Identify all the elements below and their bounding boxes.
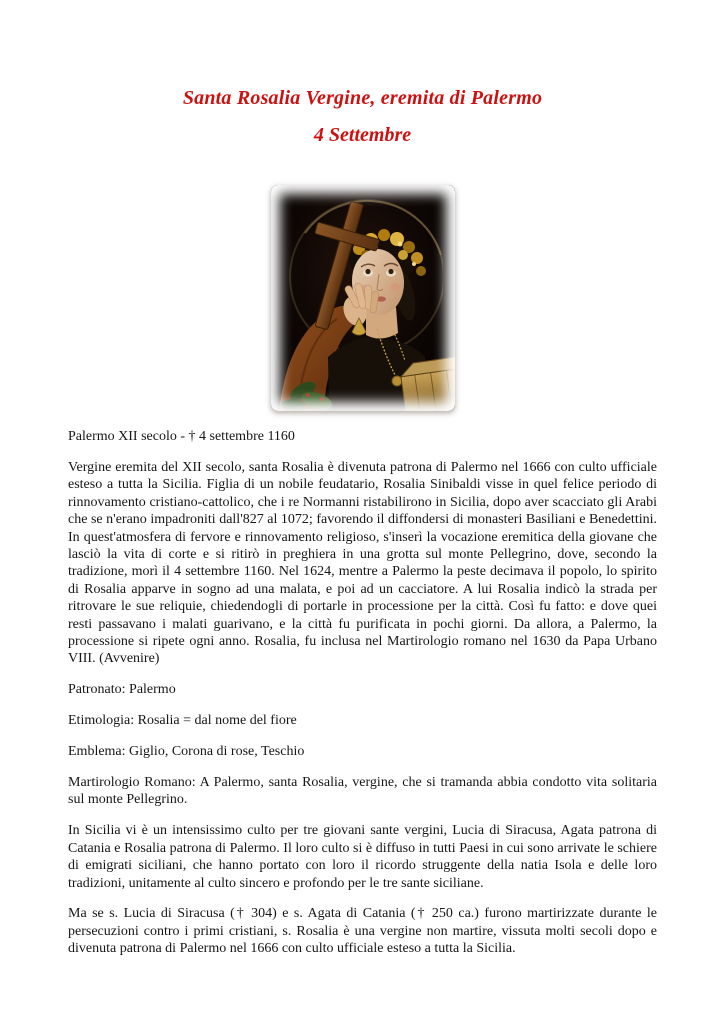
paragraph-martyrology: Martirologio Romano: A Palermo, santa Rosalia, vergine, che si tramanda abbia condotto vita solitaria sul monte Pellegrino. xyxy=(68,775,657,808)
paragraph-dates: Palermo XII secolo - † 4 settembre 1160 xyxy=(68,429,295,444)
santa-rosalia-photo xyxy=(271,185,455,411)
article-body xyxy=(68,428,657,958)
paragraph-emblem: Emblema: Giglio, Corona di rose, Teschio xyxy=(68,744,305,760)
statue-illustration xyxy=(271,185,455,411)
page-subtitle: 4 Settembre xyxy=(313,124,412,146)
paragraph-sicilian-cult: In Sicilia vi è un intensissimo culto per tre giovani sante vergini, Lucia di Siracusa, Agata patrona di Catania e Rosalia patrona di Palermo. Il loro culto si è diffuso in tutti Paesi in cui sono arrivate le schiere di emigrati siciliani, che hanno portato con loro il ricordo struggente della natia Isola e delle loro tradizioni, unitamente al culto sincero e profondo per le tre sante siciliane. xyxy=(68,823,657,891)
paragraph-etymology: Etimologia: Rosalia = dal nome del fiore xyxy=(68,713,297,729)
paragraph-patronage: Patronato: Palermo xyxy=(68,682,176,698)
page-title: Santa Rosalia Vergine, eremita di Palermo xyxy=(182,87,543,109)
paragraph-biography: Vergine eremita del XII secolo, santa Rosalia è divenuta patrona di Palermo nel 1666 con culto ufficiale esteso a tutta la Sicilia. Figlia di un nobile feudatario, Rosalia Sinibaldi visse in quel felice periodo di rinnovamento cristiano-cattolico, che i re Normanni ristabilirono in Sicilia, dopo aver scacciato gli Arabi che se n'erano impadroniti dall'827 al 1072; favorendo il diffondersi di monasteri Basiliani e Benedettini. In quest'atmosfera di fervore e rinnovamento religioso, s'inserì la vocazione eremitica della giovane che lasciò la vita di corte e si ritirò in preghiera in una grotta sul monte Pellegrino, dove, secondo la tradizione, morì il 4 settembre 1160. Nel 1624, mentre a Palermo la peste decimava il popolo, lo spirito di Rosalia apparve in sogno ad una malata, e poi ad un cacciatore. A lui Rosalia indicò la strada per ritrovare le sue reliquie, chiedendogli di portarle in processione per la città. Così fu fatto: e dove quei resti passavano i malati guarivano, e la città fu purificata in pochi giorni. Da allora, a Palermo, la processione si ripete ogni anno. Rosalia, fu inclusa nel Martirologio romano nel 1630 da Papa Urbano VIII. (Avvenire) xyxy=(68,459,657,667)
paragraph-comparison: Ma se s. Lucia di Siracusa († 304) e s. Agata di Catania († 250 ca.) furono martirizzate durante le persecuzioni contro i primi cristiani, s. Rosalia è una vergine non martire, vissuta molti secoli dopo e divenuta patrona di Palermo nel 1666 con culto ufficiale esteso a tutta la Sicilia. xyxy=(68,906,657,957)
